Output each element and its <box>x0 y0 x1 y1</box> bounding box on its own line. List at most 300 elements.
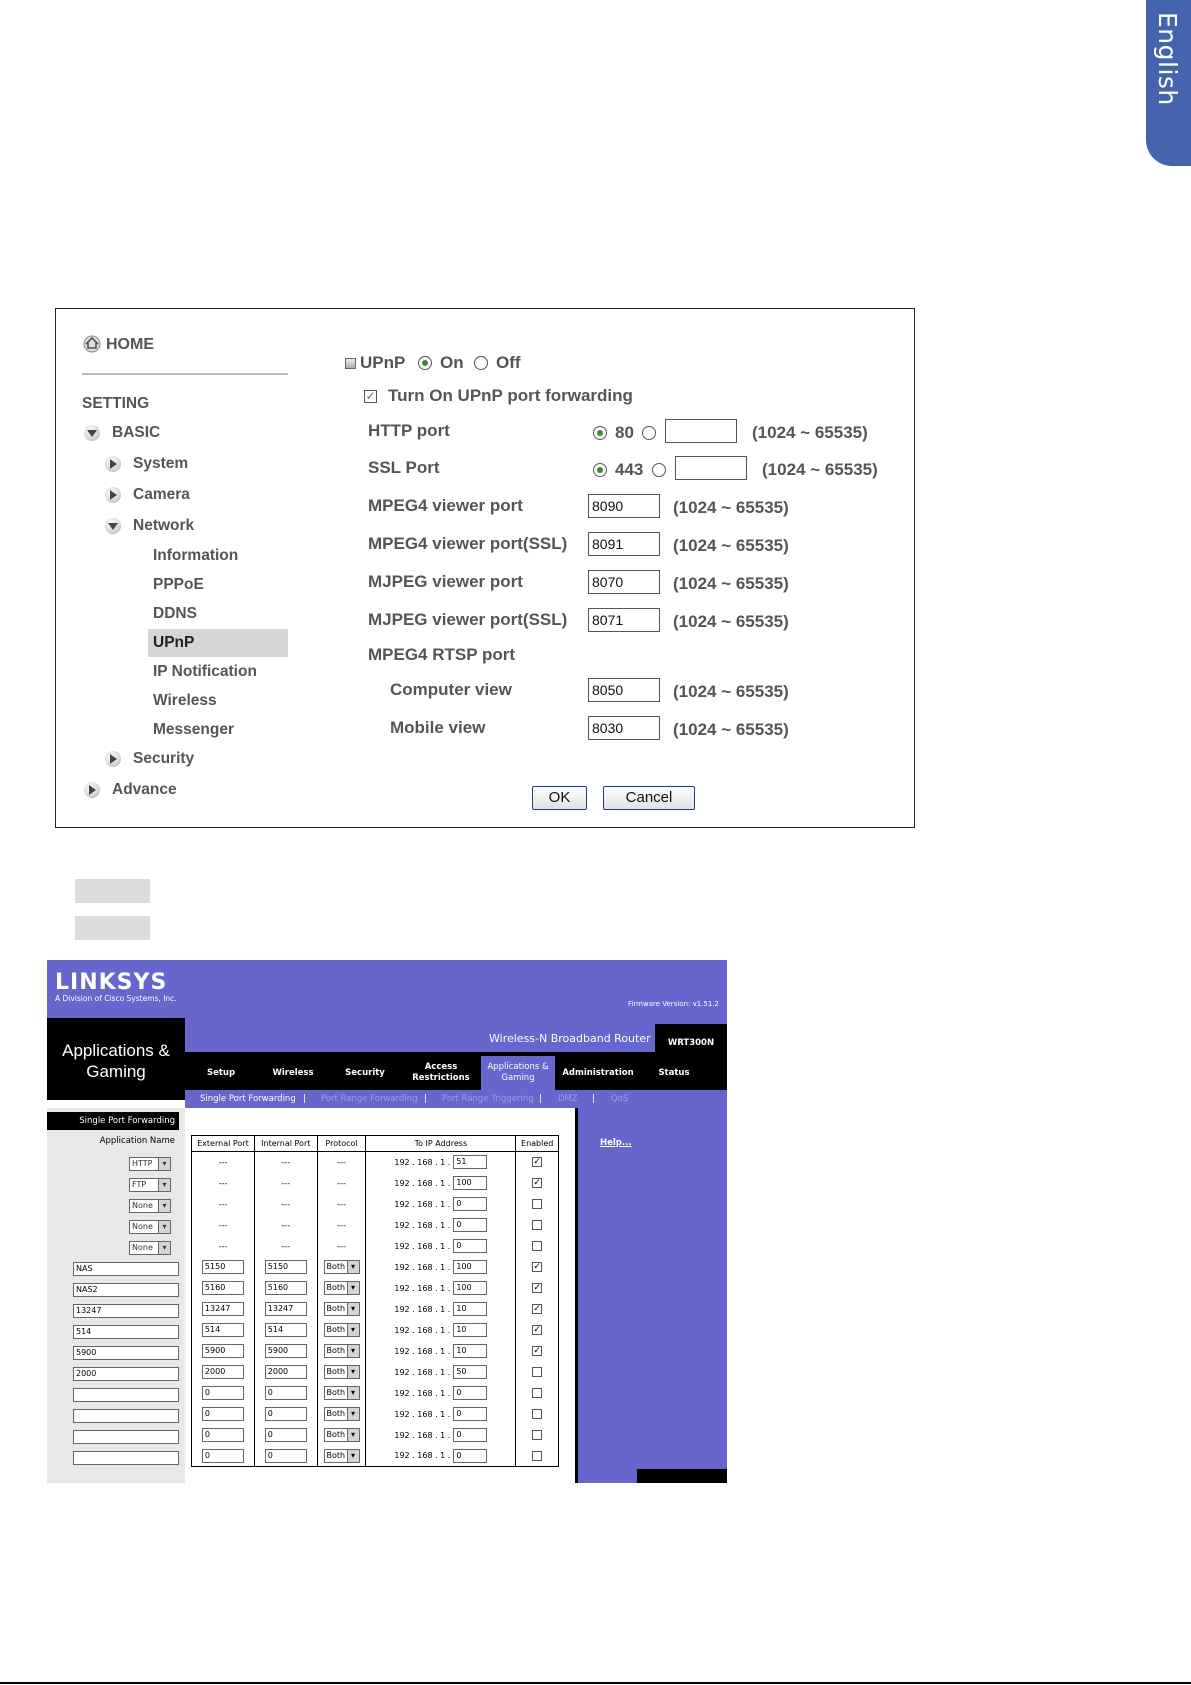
table-cell <box>317 1320 366 1341</box>
table-cell <box>317 1383 366 1404</box>
application-name-input[interactable]: NAS <box>73 1262 179 1276</box>
router-model: WRT300N <box>667 1038 715 1048</box>
application-select[interactable]: FTP ▾ <box>129 1178 171 1192</box>
internal-port-value: --- <box>281 1157 291 1167</box>
redacted-block <box>75 879 150 903</box>
application-select[interactable]: None ▾ <box>129 1241 171 1255</box>
table-cell <box>317 1215 366 1236</box>
ip-prefix: 192 . 168 . 1 . <box>394 1199 451 1209</box>
mjpeg-viewer-port-range: (1024 ~ 65535) <box>673 574 789 593</box>
language-tab[interactable] <box>1146 0 1191 166</box>
col-to-ip-address: To IP Address <box>366 1136 516 1152</box>
application-select[interactable]: HTTP ▾ <box>129 1157 171 1171</box>
advance-expand-icon[interactable] <box>84 782 100 798</box>
application-select[interactable]: None ▾ <box>129 1199 171 1213</box>
internal-port-input[interactable]: 0 <box>265 1428 307 1442</box>
table-cell <box>192 1425 255 1446</box>
ssl-port-custom-radio[interactable] <box>652 463 666 477</box>
camera-upnp-panel <box>55 308 915 828</box>
table-cell <box>317 1152 366 1173</box>
table-cell <box>366 1257 516 1278</box>
section-title-line-1: Applications & <box>62 1041 170 1060</box>
ip-prefix: 192 . 168 . 1 . <box>394 1241 451 1251</box>
section-bullet-icon <box>345 358 356 369</box>
table-cell <box>516 1341 559 1362</box>
table-row <box>192 1299 559 1320</box>
external-port-value: --- <box>218 1157 228 1167</box>
nav-network[interactable]: Network <box>133 517 195 534</box>
col-external-port: External Port <box>192 1136 255 1152</box>
security-expand-icon[interactable] <box>105 751 121 767</box>
http-port-input[interactable] <box>665 419 737 443</box>
table-cell <box>366 1446 516 1467</box>
tab-status[interactable]: Status <box>658 1067 690 1078</box>
rtsp-port-heading: MPEG4 RTSP port <box>368 645 516 664</box>
tab-security[interactable]: Security <box>345 1067 385 1078</box>
table-cell <box>254 1299 317 1320</box>
table-cell <box>254 1278 317 1299</box>
nav-advance[interactable]: Advance <box>112 781 177 798</box>
firmware-version: Firmware Version: v1.51.2 <box>627 1000 719 1008</box>
external-port-input[interactable]: 13247 <box>202 1302 244 1316</box>
table-row <box>192 1383 559 1404</box>
application-name-input[interactable]: 514 <box>73 1325 179 1339</box>
protocol-value: --- <box>337 1178 346 1188</box>
table-cell <box>516 1299 559 1320</box>
nav-security[interactable]: Security <box>133 750 195 767</box>
network-expand-icon[interactable] <box>105 518 121 534</box>
application-name-input[interactable] <box>73 1430 179 1444</box>
enabled-checkbox[interactable] <box>532 1451 542 1461</box>
application-name-input[interactable]: 5900 <box>73 1346 179 1360</box>
internal-port-value: --- <box>281 1178 291 1188</box>
home-icon[interactable] <box>82 333 102 353</box>
nav-camera[interactable]: Camera <box>133 486 190 503</box>
table-cell <box>254 1173 317 1194</box>
ip-last-octet-input[interactable]: 0 <box>453 1407 487 1421</box>
protocol-select[interactable]: Both ▾ <box>324 1428 360 1442</box>
mjpeg-viewer-port-label: MJPEG viewer port <box>368 572 523 591</box>
table-cell <box>192 1215 255 1236</box>
cancel-button[interactable]: Cancel <box>603 786 695 810</box>
sub-tabs <box>185 1090 727 1108</box>
table-cell <box>317 1299 366 1320</box>
mobile-view-input[interactable]: 8030 <box>588 716 660 740</box>
col-protocol: Protocol <box>317 1136 366 1152</box>
table-row <box>192 1236 559 1257</box>
mpeg4-viewer-port-input[interactable]: 8090 <box>588 494 660 518</box>
ssl-port-range: (1024 ~ 65535) <box>762 460 878 479</box>
left-section-title: Single Port Forwarding <box>47 1112 179 1130</box>
table-cell <box>192 1404 255 1425</box>
table-row <box>192 1152 559 1173</box>
main-tabs <box>185 1056 727 1090</box>
ip-last-octet-input[interactable]: 0 <box>453 1449 487 1463</box>
nav-pppoe[interactable]: PPPoE <box>153 576 204 593</box>
table-cell <box>366 1404 516 1425</box>
mjpeg-viewer-port-ssl-label: MJPEG viewer port(SSL) <box>368 610 568 629</box>
table-cell <box>192 1236 255 1257</box>
table-cell <box>192 1173 255 1194</box>
table-row <box>192 1278 559 1299</box>
protocol-value: --- <box>337 1241 346 1251</box>
internal-port-input[interactable]: 514 <box>265 1323 307 1337</box>
setting-heading: SETTING <box>82 395 150 412</box>
router-name: Wireless-N Broadband Router <box>489 1032 651 1045</box>
computer-view-input[interactable]: 8050 <box>588 678 660 702</box>
tab-applications-gaming[interactable]: Applications & Gaming <box>481 1056 555 1090</box>
protocol-select[interactable]: Both ▾ <box>324 1323 360 1337</box>
tab-access-restrictions[interactable]: Access Restrictions <box>412 1062 470 1083</box>
col-internal-port: Internal Port <box>254 1136 317 1152</box>
table-cell <box>254 1425 317 1446</box>
nav-ip-notification[interactable]: IP Notification <box>153 663 257 680</box>
ip-prefix: 192 . 168 . 1 . <box>394 1325 451 1335</box>
subtab-separator: | <box>592 1094 596 1104</box>
table-cell <box>254 1383 317 1404</box>
nav-system[interactable]: System <box>133 455 189 472</box>
nav-divider <box>82 373 288 375</box>
ssl-port-label: SSL Port <box>368 458 440 477</box>
table-cell <box>366 1173 516 1194</box>
table-cell <box>516 1152 559 1173</box>
enabled-checkbox[interactable] <box>532 1388 542 1398</box>
enabled-checkbox[interactable]: ✓ <box>533 1157 541 1168</box>
ip-last-octet-input[interactable]: 0 <box>453 1218 487 1232</box>
router-admin-panel <box>47 960 727 1483</box>
table-row <box>192 1362 559 1383</box>
upnp-off-radio[interactable] <box>474 356 488 370</box>
table-cell <box>516 1236 559 1257</box>
application-name-input[interactable]: 13247 <box>73 1304 179 1318</box>
table-row <box>192 1404 559 1425</box>
upnp-label: UPnP <box>360 353 406 372</box>
ip-last-octet-input[interactable]: 51 <box>453 1155 487 1169</box>
external-port-input[interactable]: 0 <box>202 1449 244 1463</box>
external-port-input[interactable]: 0 <box>202 1428 244 1442</box>
nav-information[interactable]: Information <box>153 547 239 564</box>
protocol-select[interactable]: Both ▾ <box>324 1386 360 1400</box>
external-port-input[interactable]: 0 <box>202 1386 244 1400</box>
upnp-off-label: Off <box>496 353 521 372</box>
enabled-checkbox[interactable]: ✓ <box>533 1346 541 1356</box>
enabled-checkbox[interactable]: ✓ <box>533 1283 541 1293</box>
port-forwarding-table <box>191 1135 559 1467</box>
table-cell <box>366 1215 516 1236</box>
computer-view-label: Computer view <box>390 680 512 699</box>
nav-upnp[interactable]: UPnP <box>153 634 195 651</box>
nav-basic[interactable]: BASIC <box>112 424 161 441</box>
table-cell <box>317 1446 366 1467</box>
nav-wireless[interactable]: Wireless <box>153 692 217 709</box>
subtab-qos[interactable]: QoS <box>611 1094 629 1104</box>
table-row <box>192 1194 559 1215</box>
table-cell <box>254 1341 317 1362</box>
internal-port-input[interactable]: 13247 <box>265 1302 307 1316</box>
external-port-value: --- <box>218 1199 228 1209</box>
enabled-checkbox[interactable] <box>532 1199 542 1209</box>
subtab-separator: | <box>539 1094 543 1104</box>
linksys-logo: LINKSYS <box>55 970 168 995</box>
table-cell <box>254 1257 317 1278</box>
ip-prefix: 192 . 168 . 1 . <box>394 1346 451 1356</box>
enabled-checkbox[interactable] <box>532 1220 542 1230</box>
ip-prefix: 192 . 168 . 1 . <box>394 1367 451 1377</box>
table-cell <box>317 1257 366 1278</box>
internal-port-input[interactable]: 0 <box>265 1407 307 1421</box>
table-row <box>192 1215 559 1236</box>
http-port-default-radio[interactable] <box>593 426 607 440</box>
protocol-select[interactable]: Both ▾ <box>324 1344 360 1358</box>
ip-prefix: 192 . 168 . 1 . <box>394 1157 451 1167</box>
table-cell <box>254 1404 317 1425</box>
http-port-custom-radio[interactable] <box>642 426 656 440</box>
table-cell <box>366 1299 516 1320</box>
internal-port-input[interactable]: 2000 <box>265 1365 307 1379</box>
ssl-port-default-radio[interactable] <box>593 463 607 477</box>
table-cell <box>192 1299 255 1320</box>
help-link[interactable]: Help... <box>600 1138 632 1148</box>
application-name-input[interactable]: 2000 <box>73 1367 179 1381</box>
ip-last-octet-input[interactable]: 10 <box>453 1344 487 1358</box>
http-port-label: HTTP port <box>368 421 450 440</box>
table-cell <box>317 1341 366 1362</box>
upnp-on-label: On <box>440 353 464 372</box>
table-cell <box>516 1320 559 1341</box>
table-cell <box>192 1383 255 1404</box>
external-port-value: --- <box>218 1241 228 1251</box>
subtab-port-range-forwarding[interactable]: Port Range Forwarding <box>321 1094 418 1104</box>
mpeg4-viewer-port-label: MPEG4 viewer port <box>368 496 523 515</box>
section-title <box>47 1040 185 1082</box>
internal-port-input[interactable]: 0 <box>265 1449 307 1463</box>
table-cell <box>516 1362 559 1383</box>
external-port-input[interactable]: 514 <box>202 1323 244 1337</box>
mobile-view-range: (1024 ~ 65535) <box>673 720 789 739</box>
table-cell <box>516 1194 559 1215</box>
ip-last-octet-input[interactable]: 0 <box>453 1239 487 1253</box>
tab-administration[interactable]: Administration <box>562 1067 634 1078</box>
subtab-single-port-forwarding[interactable]: Single Port Forwarding <box>200 1094 296 1104</box>
table-row <box>192 1446 559 1467</box>
internal-port-input[interactable]: 5160 <box>265 1281 307 1295</box>
table-cell <box>366 1341 516 1362</box>
application-name-input[interactable] <box>73 1388 179 1402</box>
http-port-default: 80 <box>615 423 634 442</box>
table-cell <box>516 1404 559 1425</box>
protocol-select[interactable]: Both ▾ <box>324 1281 360 1295</box>
internal-port-input[interactable]: 0 <box>265 1386 307 1400</box>
ip-last-octet-input[interactable]: 0 <box>453 1197 487 1211</box>
ssl-port-input[interactable] <box>675 456 747 480</box>
ssl-port-default: 443 <box>615 460 644 479</box>
table-cell <box>192 1320 255 1341</box>
mjpeg-viewer-port-ssl-input[interactable]: 8071 <box>588 608 660 632</box>
protocol-select[interactable]: Both ▾ <box>324 1302 360 1316</box>
protocol-value: --- <box>337 1199 346 1209</box>
ip-prefix: 192 . 168 . 1 . <box>394 1283 451 1293</box>
protocol-value: --- <box>337 1157 346 1167</box>
mpeg4-viewer-port-ssl-input[interactable]: 8091 <box>588 532 660 556</box>
ip-last-octet-input[interactable]: 50 <box>453 1365 487 1379</box>
table-cell <box>317 1236 366 1257</box>
linksys-logo-sub: A Division of Cisco Systems, Inc. <box>55 994 177 1003</box>
enabled-checkbox[interactable]: ✓ <box>533 1262 541 1272</box>
ip-prefix: 192 . 168 . 1 . <box>394 1262 451 1272</box>
table-cell <box>254 1152 317 1173</box>
ip-last-octet-input[interactable]: 100 <box>453 1176 487 1190</box>
table-cell <box>516 1446 559 1467</box>
external-port-input[interactable]: 5150 <box>202 1260 244 1274</box>
application-name-header: Application Name <box>99 1136 175 1146</box>
table-cell <box>317 1425 366 1446</box>
mjpeg-viewer-port-input[interactable]: 8070 <box>588 570 660 594</box>
external-port-value: --- <box>218 1220 228 1230</box>
col-enabled: Enabled <box>516 1136 559 1152</box>
table-cell <box>366 1278 516 1299</box>
table-cell <box>516 1257 559 1278</box>
table-cell <box>516 1278 559 1299</box>
external-port-input[interactable]: 0 <box>202 1407 244 1421</box>
table-cell <box>192 1278 255 1299</box>
mpeg4-viewer-port-ssl-label: MPEG4 viewer port(SSL) <box>368 534 568 553</box>
table-row <box>192 1341 559 1362</box>
footer-corner <box>637 1469 727 1483</box>
table-header-row <box>192 1136 559 1152</box>
table-row <box>192 1173 559 1194</box>
protocol-value: --- <box>337 1220 346 1230</box>
table-cell <box>516 1425 559 1446</box>
help-column <box>565 1108 727 1483</box>
internal-port-value: --- <box>281 1220 291 1230</box>
table-row <box>192 1257 559 1278</box>
external-port-input[interactable]: 5160 <box>202 1281 244 1295</box>
table-cell <box>366 1362 516 1383</box>
protocol-select[interactable]: Both ▾ <box>324 1449 360 1463</box>
table-cell <box>317 1278 366 1299</box>
subtab-dmz[interactable]: DMZ <box>558 1094 578 1104</box>
table-cell <box>254 1215 317 1236</box>
help-column-border-dark <box>575 1108 578 1483</box>
table-cell <box>366 1383 516 1404</box>
section-title-line-2: Gaming <box>86 1062 146 1081</box>
table-cell <box>254 1320 317 1341</box>
ok-button[interactable]: OK <box>532 786 587 810</box>
table-cell <box>192 1257 255 1278</box>
table-cell <box>254 1362 317 1383</box>
mpeg4-viewer-port-range: (1024 ~ 65535) <box>673 498 789 517</box>
mjpeg-viewer-port-ssl-range: (1024 ~ 65535) <box>673 612 789 631</box>
table-cell <box>254 1194 317 1215</box>
table-cell <box>254 1236 317 1257</box>
table-cell <box>516 1173 559 1194</box>
external-port-input[interactable]: 5900 <box>202 1344 244 1358</box>
ip-last-octet-input[interactable]: 10 <box>453 1323 487 1337</box>
tab-setup[interactable]: Setup <box>206 1067 236 1078</box>
home-link[interactable]: HOME <box>106 336 154 353</box>
application-name-input[interactable]: NAS2 <box>73 1283 179 1297</box>
table-cell <box>317 1194 366 1215</box>
protocol-select[interactable]: Both ▾ <box>324 1407 360 1421</box>
port-forwarding-label: Turn On UPnP port forwarding <box>388 386 633 405</box>
external-port-input[interactable]: 2000 <box>202 1365 244 1379</box>
basic-expand-icon[interactable] <box>84 425 100 441</box>
enabled-checkbox[interactable] <box>532 1430 542 1440</box>
table-cell <box>192 1341 255 1362</box>
enabled-checkbox[interactable]: ✓ <box>533 1178 541 1188</box>
internal-port-input[interactable]: 5150 <box>265 1260 307 1274</box>
language-tab-label: English <box>1153 12 1182 106</box>
ip-prefix: 192 . 168 . 1 . <box>394 1409 451 1419</box>
ip-last-octet-input[interactable]: 100 <box>453 1281 487 1295</box>
application-name-input[interactable] <box>73 1409 179 1423</box>
internal-port-value: --- <box>281 1199 291 1209</box>
system-expand-icon[interactable] <box>105 456 121 472</box>
table-cell <box>317 1173 366 1194</box>
ip-prefix: 192 . 168 . 1 . <box>394 1451 451 1461</box>
application-name-input[interactable] <box>73 1451 179 1465</box>
mpeg4-viewer-port-ssl-range: (1024 ~ 65535) <box>673 536 789 555</box>
table-cell <box>366 1194 516 1215</box>
protocol-select[interactable]: Both ▾ <box>324 1260 360 1274</box>
ip-last-octet-input[interactable]: 0 <box>453 1386 487 1400</box>
enabled-checkbox[interactable]: ✓ <box>533 1304 541 1314</box>
upnp-on-radio[interactable] <box>418 356 432 370</box>
protocol-select[interactable]: Both ▾ <box>324 1365 360 1379</box>
tab-wireless[interactable]: Wireless <box>272 1067 314 1078</box>
table-cell <box>192 1446 255 1467</box>
table-row <box>192 1425 559 1446</box>
ip-prefix: 192 . 168 . 1 . <box>394 1388 451 1398</box>
table-cell <box>366 1320 516 1341</box>
ip-prefix: 192 . 168 . 1 . <box>394 1220 451 1230</box>
mobile-view-label: Mobile view <box>390 718 486 737</box>
external-port-value: --- <box>218 1178 228 1188</box>
nav-messenger[interactable]: Messenger <box>153 721 234 738</box>
table-cell <box>516 1215 559 1236</box>
ip-prefix: 192 . 168 . 1 . <box>394 1304 451 1314</box>
table-cell <box>192 1194 255 1215</box>
ip-prefix: 192 . 168 . 1 . <box>394 1430 451 1440</box>
http-port-range: (1024 ~ 65535) <box>752 423 868 442</box>
enabled-checkbox[interactable]: ✓ <box>533 1325 541 1335</box>
internal-port-value: --- <box>281 1241 291 1251</box>
ip-prefix: 192 . 168 . 1 . <box>394 1178 451 1188</box>
table-cell <box>516 1383 559 1404</box>
camera-expand-icon[interactable] <box>105 487 121 503</box>
nav-ddns[interactable]: DDNS <box>153 605 197 622</box>
subtab-separator: | <box>424 1094 428 1104</box>
application-select[interactable]: None ▾ <box>129 1220 171 1234</box>
help-column-border <box>565 1108 575 1483</box>
table-cell <box>254 1446 317 1467</box>
table-cell <box>366 1236 516 1257</box>
ip-last-octet-input[interactable]: 0 <box>453 1428 487 1442</box>
table-cell <box>317 1404 366 1425</box>
enabled-checkbox[interactable] <box>532 1367 542 1377</box>
ip-last-octet-input[interactable]: 10 <box>453 1302 487 1316</box>
table-row <box>192 1320 559 1341</box>
subtab-port-range-triggering[interactable]: Port Range Triggering <box>442 1094 534 1104</box>
enabled-checkbox[interactable] <box>532 1409 542 1419</box>
ip-last-octet-input[interactable]: 100 <box>453 1260 487 1274</box>
enabled-checkbox[interactable] <box>532 1241 542 1251</box>
table-cell <box>192 1152 255 1173</box>
internal-port-input[interactable]: 5900 <box>265 1344 307 1358</box>
port-forwarding-checkbox[interactable]: ✓ <box>365 389 376 403</box>
table-cell <box>366 1152 516 1173</box>
table-cell <box>192 1362 255 1383</box>
